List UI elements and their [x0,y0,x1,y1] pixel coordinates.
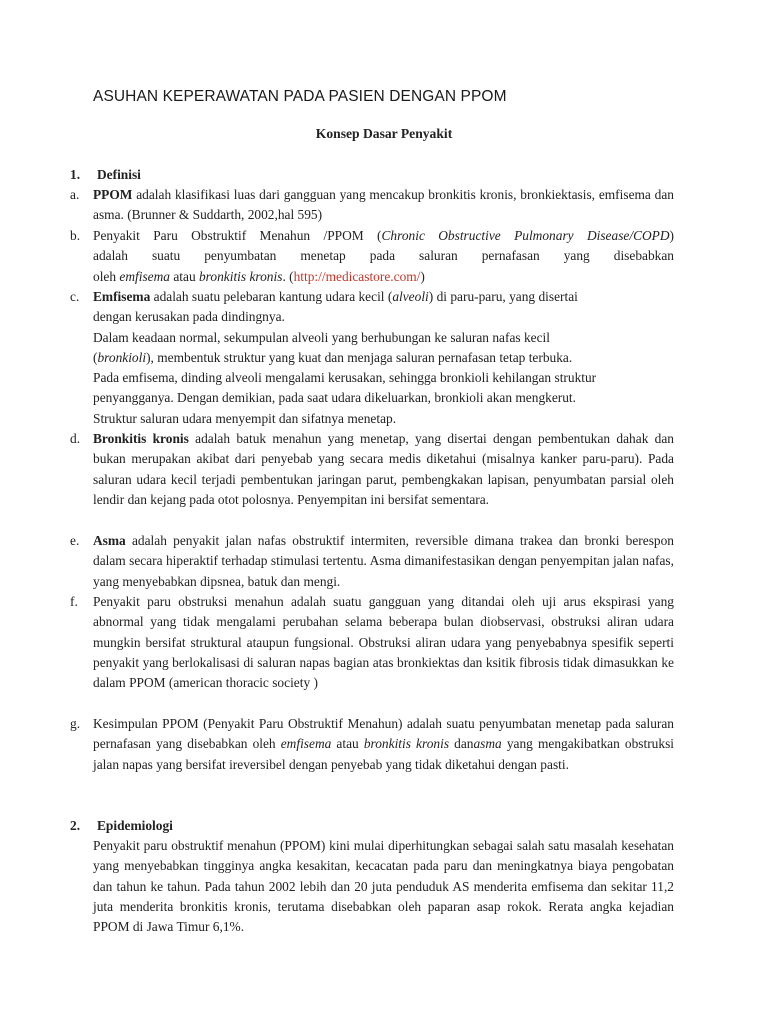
definition-item-f [70,592,674,693]
item-italic: alveoli [392,289,429,304]
item-letter: g. [70,716,81,731]
definition-item-c [70,287,674,429]
item-line: Dalam keadaan normal, sekumpulan alveoli yang berhubungan ke saluran nafas kecil [93,329,550,345]
item-term: Bronkitis kronis [93,431,189,446]
document-title: ASUHAN KEPERAWATAN PADA PASIEN DENGAN PPOM [93,88,507,105]
section-number: 2. [70,818,81,833]
item-body [93,429,674,510]
item-letter: e. [70,533,80,548]
section-2-paragraph: Penyakit paru obstruktif menahun (PPOM) kini mulai diperhitungkan sebagai salah satu masalah kesehatan yang menyebabkan tingginya angka kesakitan, kecacatan pada paru dan meningkatnya biaya pengobatan dan tahun ke tahun. Pada tahun 2002 lebih dan 20 juta penduduk AS menderita emfisema dan sekitar 11,2 juta menderita bronkitis kronis, terutama disebabkan oleh paparan asap rokok. Rerata angka kejadian PPOM di Jawa Timur 6,1%. [93,838,674,935]
definition-item-g [70,714,674,775]
item-line [93,287,674,307]
item-text: yang mengakibatkan obstruksi jalan napas yang bersifat ireversibel dengan penyebab yang tidak diketahui dengan pasti. [93,736,674,772]
item-text: oleh [93,268,120,284]
item-line: Pada emfisema, dinding alveoli mengalami kerusakan, sehingga bronkioli kehilangan struktur [93,370,597,386]
item-italic: bronkitis kronis [363,736,450,752]
item-body [93,531,674,592]
item-line [93,267,674,287]
item-body [93,714,674,775]
definition-item-d [70,429,674,510]
item-italic: emfisema [280,736,332,752]
item-letter: b. [70,228,81,243]
item-italic: asma [473,736,502,752]
item-text: ) [420,268,425,284]
item-letter: f. [70,594,78,609]
section-label: Definisi [97,167,141,182]
definition-item-b [70,226,674,287]
definition-item-a [70,185,674,226]
definition-item-e [70,531,674,592]
item-text: adalah suatu pelebaran kantung udara kecil ( [150,289,393,304]
item-line: Struktur saluran udara menyempit dan sifatnya menetap. [93,410,397,426]
item-text: Penyakit Paru Obstruktif Menahun /PPOM ( [93,228,382,243]
item-body: Penyakit paru obstruksi menahun adalah suatu gangguan yang ditandai oleh uji arus ekspirasi yang abnormal yang tidak mengalami perubahan selama beberapa bulan diobservasi, obstruksi aliran udara mungkin bersifat struktural ataupun fungsional. Obstruksi aliran udara yang penyebabnya spesifik seperti penyakit yang berlokalisasi di saluran napas bagian atas bronkiektas dan ksitik fibrosis tidak dimasukkan ke dalam PPOM (american thoracic society ) [93,594,674,691]
section-number: 1. [70,167,81,182]
item-term: Asma [93,533,126,548]
item-text: dan [449,736,474,752]
item-line: adalah suatu penyumbatan menetap pada saluran pernafasan yang disebabkan [93,248,674,264]
source-link[interactable]: http://medicastore.com/ [293,268,421,284]
item-term: PPOM [93,187,133,202]
item-text: Kesimpulan PPOM (Penyakit Paru Obstruktif Menahun) adalah suatu penyumbatan menetap pada saluran pernafasan yang disebabkan oleh [93,716,674,752]
item-text: ) di paru-paru, yang disertai [428,289,578,304]
item-text: ) [669,228,674,243]
item-text: adalah penyakit jalan nafas obstruktif intermiten, reversible dimana trakea dan bronki berespon dalam secara hiperaktif terhadap stimulasi tertentu. Asma dimanifestasikan dengan penyempitan jalan nafas, yang menyebabkan dipsnea, batuk dan mengi. [93,533,674,589]
item-body [93,185,674,226]
item-italic: bronkioli [97,349,147,365]
item-italic: emfisema [119,268,170,284]
item-letter: a. [70,187,80,202]
item-italic: bronkitis kronis [198,268,283,284]
item-term: Emfisema [93,289,151,304]
item-line [93,226,674,246]
item-text: . ( [282,268,294,284]
section-label: Epidemiologi [97,818,173,833]
item-text: adalah klasifikasi luas dari gangguan yang mencakup bronkitis kronis, bronkiektasis, emfisema dan asma. (Brunner & Suddarth, 2002,hal 595) [93,187,674,223]
item-line [93,348,674,368]
item-line: penyangganya. Dengan demikian, pada saat udara dikeluarkan, bronkioli akan mengkerut. [93,390,577,406]
item-body [93,226,674,287]
document-subtitle: Konsep Dasar Penyakit [315,126,453,141]
item-text: adalah batuk menahun yang menetap, yang disertai dengan pembentukan dahak dan bukan merupakan akibat dari penyebab yang secara medis diketahui (misalnya kanker paru-paru). Pada saluran udara kecil terjadi pembentukan jaringan parut, pembengkakan lapisan, penyumbatan parsial oleh lendir dan kejang pada otot polosnya. Penyempitan ini bersifat sementara. [93,431,675,507]
item-letter: d. [70,431,81,446]
item-text: atau [331,736,364,752]
item-body [93,287,674,429]
item-text: ), membentuk struktur yang kuat dan menjaga saluran pernafasan tetap terbuka. [146,349,573,365]
item-italic: Chronic Obstructive Pulmonary Disease/COPD [381,228,670,243]
item-text: ( [93,349,98,365]
item-letter: c. [70,289,80,304]
item-line: dengan kerusakan pada dindingnya. [93,309,285,325]
item-text: atau [169,268,199,284]
